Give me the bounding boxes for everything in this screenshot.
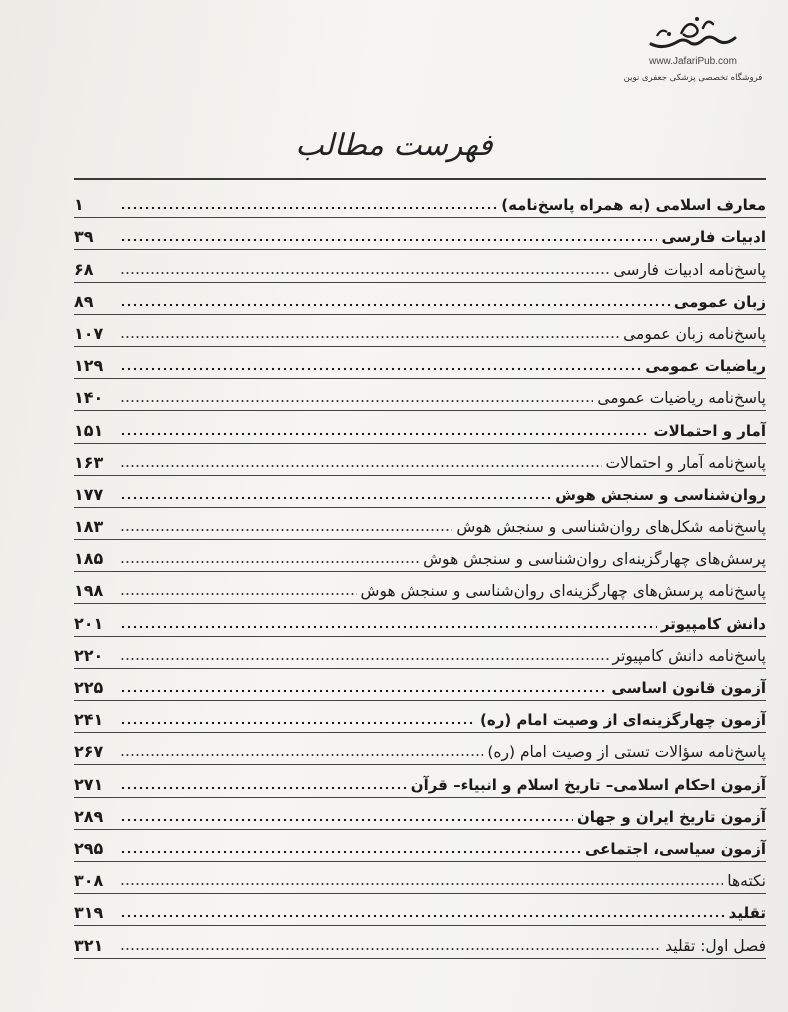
toc-row [74, 476, 766, 508]
toc-leader-dots [120, 882, 723, 886]
toc-leader-dots [120, 850, 581, 854]
toc-row [74, 283, 766, 315]
toc-row [74, 765, 766, 797]
publisher-logo [618, 14, 768, 94]
toc-leader-dots [120, 238, 657, 242]
toc-entry-title: نکته‌ها [727, 872, 766, 891]
toc-leader-dots [120, 367, 641, 371]
toc-leader-dots [120, 335, 619, 339]
toc-row [74, 862, 766, 894]
toc-row [74, 669, 766, 701]
toc-row [74, 798, 766, 830]
toc-leader-dots [120, 786, 407, 790]
toc-entry-title: پاسخ‌نامه سؤالات تستی از وصیت امام (ره) [487, 743, 766, 762]
toc-leader-dots [120, 721, 476, 725]
toc-row [74, 637, 766, 669]
toc-entry-title: ادبیات فارسی [661, 228, 766, 247]
toc-entry-page: ۱۲۹ [74, 356, 104, 376]
toc-entry-title: پاسخ‌نامه شکل‌های روان‌شناسی و سنجش هوش [456, 518, 766, 537]
toc-entry-page: ۲۸۹ [74, 806, 104, 826]
toc-entry-page: ۱ [74, 195, 84, 215]
toc-entry-title: آزمون احکام اسلامی– تاریخ اسلام و انبیاء– قرآن [410, 775, 766, 794]
toc-row [74, 572, 766, 604]
toc-row [74, 315, 766, 347]
jafari-logo-icon [643, 14, 743, 54]
toc-entry-title: پاسخ‌نامه زبان عمومی [623, 324, 766, 343]
toc-leader-dots [120, 560, 419, 564]
toc-entry-page: ۱۸۵ [74, 549, 104, 569]
toc-leader-dots [120, 271, 609, 275]
toc-entry-page: ۲۲۵ [74, 678, 104, 697]
toc-entry-title: معارف اسلامی (به همراه پاسخ‌نامه) [501, 196, 766, 215]
toc-leader-dots [120, 947, 661, 951]
toc-entry-title: فصل اول: تقلید [665, 936, 766, 955]
toc-entry-page: ۲۴۱ [74, 710, 104, 730]
toc-leader-dots [120, 206, 497, 210]
toc-row [74, 733, 766, 765]
toc-entry-page: ۲۷۱ [74, 774, 104, 794]
toc-entry-page: ۱۴۰ [74, 388, 104, 408]
toc-entry-title: پاسخ‌نامه ادبیات فارسی [613, 260, 766, 279]
toc-entry-page: ۲۲۰ [74, 645, 104, 665]
toc-entry-title: پرسش‌های چهارگزینه‌ای روان‌شناسی و سنجش هوش [423, 550, 766, 569]
toc-entry-page: ۸۹ [74, 291, 94, 311]
toc-entry-title: آزمون سیاسی، اجتماعی [584, 839, 766, 858]
toc-entry-title: پاسخ‌نامه آمار و احتمالات [605, 453, 766, 472]
toc-leader-dots [120, 689, 608, 693]
toc-row [74, 186, 766, 218]
toc-leader-dots [120, 625, 657, 629]
toc-row [74, 540, 766, 572]
logo-url: www.JafariPub.com [649, 56, 737, 67]
toc-entry-title: آزمون قانون اساسی [611, 679, 766, 697]
toc-row [74, 379, 766, 411]
toc-entry-title: آزمون چهارگزینه‌ای از وصیت امام (ره) [479, 711, 766, 730]
toc-entry-page: ۲۰۱ [74, 613, 104, 633]
toc-row [74, 894, 766, 926]
toc-leader-dots [120, 753, 483, 757]
toc-leader-dots [120, 432, 650, 436]
title-divider [74, 178, 766, 180]
toc-leader-dots [120, 592, 357, 596]
toc-entry-title: پاسخ‌نامه پرسش‌های چهارگزینه‌ای روان‌شناسی و سنجش هوش [360, 582, 766, 601]
toc-entry-title: زبان عمومی [673, 292, 766, 311]
page-title: فهرست مطالب [295, 128, 493, 163]
toc-entry-page: ۲۶۷ [74, 742, 104, 762]
toc-entry-title: پاسخ‌نامه ریاضیات عمومی [597, 389, 766, 408]
toc-entry-title: روان‌شناسی و سنجش هوش [555, 485, 766, 504]
toc-entry-page: ۱۷۷ [74, 484, 104, 504]
toc-entry-title: آزمون تاریخ ایران و جهان [576, 807, 766, 826]
toc-entry-page: ۱۸۳ [74, 517, 104, 537]
toc-entry-page: ۲۹۵ [74, 838, 104, 858]
toc-entry-page: ۳۲۱ [74, 935, 104, 955]
toc-row [74, 508, 766, 540]
toc-entry-page: ۱۹۸ [74, 581, 104, 601]
toc-row [74, 411, 766, 443]
toc-leader-dots [120, 657, 609, 661]
toc-entry-page: ۱۵۱ [74, 420, 104, 440]
toc-entry-title: دانش کامپیوتر [660, 614, 766, 633]
toc-leader-dots [120, 818, 573, 822]
toc-entry-page: ۱۶۳ [74, 452, 104, 472]
toc-leader-dots [120, 399, 593, 403]
toc-row [74, 347, 766, 379]
toc-row [74, 701, 766, 733]
logo-tagline: فروشگاه تخصصی پزشکی جعفری نوین [623, 73, 763, 83]
toc-leader-dots [120, 528, 452, 532]
toc-entry-title: ریاضیات عمومی [645, 357, 766, 376]
toc-row [74, 444, 766, 476]
toc-leader-dots [120, 914, 725, 918]
toc-row [74, 250, 766, 282]
toc-entry-title: پاسخ‌نامه دانش کامپیوتر [612, 646, 766, 665]
toc-entry-page: ۶۸ [74, 259, 94, 279]
table-of-contents [74, 186, 766, 959]
toc-row [74, 218, 766, 250]
toc-leader-dots [120, 496, 551, 500]
toc-entry-page: ۳۱۹ [74, 903, 104, 923]
toc-entry-title: آمار و احتمالات [653, 421, 766, 440]
toc-leader-dots [120, 464, 602, 468]
toc-entry-page: ۱۰۷ [74, 323, 104, 343]
toc-entry-title: تقلید [728, 904, 766, 923]
toc-leader-dots [120, 303, 670, 307]
toc-row [74, 604, 766, 636]
toc-entry-page: ۳۹ [74, 227, 94, 247]
toc-row [74, 926, 766, 958]
toc-row [74, 830, 766, 862]
toc-entry-page: ۳۰۸ [74, 871, 104, 891]
